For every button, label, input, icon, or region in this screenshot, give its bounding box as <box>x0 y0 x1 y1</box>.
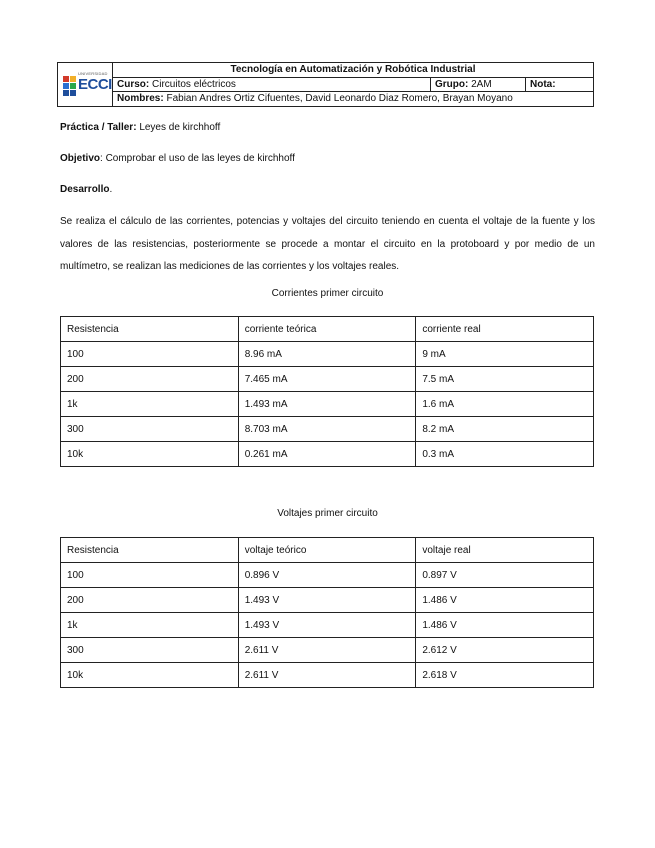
table-cell: 1.486 V <box>416 588 594 613</box>
program-title: Tecnología en Automatización y Robótica Industrial <box>113 63 593 78</box>
logo-text: ECCI <box>78 76 112 93</box>
table-cell: 0.261 mA <box>238 442 416 467</box>
grade-cell <box>526 78 593 92</box>
header-cell: voltaje real <box>416 538 594 563</box>
names-cell <box>113 92 593 106</box>
table-cell: 2.612 V <box>416 638 594 663</box>
names-value: Fabian Andres Ortiz Cifuentes, David Leonardo Diaz Romero, Brayan Moyano <box>166 93 513 104</box>
table-cell: 8.703 mA <box>238 417 416 442</box>
group-value: 2AM <box>471 79 492 90</box>
table-cell: 200 <box>61 588 239 613</box>
table-row <box>61 588 594 613</box>
table-cell: 0.897 V <box>416 563 594 588</box>
objective-value: : Comprobar el uso de las leyes de kirchhoff <box>100 153 295 164</box>
table-cell: 1.493 V <box>238 613 416 638</box>
development-label: Desarrollo <box>60 184 110 195</box>
development-heading <box>60 183 112 197</box>
table-header-row <box>61 538 594 563</box>
table-cell: 1k <box>61 392 239 417</box>
table-cell: 2.611 V <box>238 638 416 663</box>
header-cell: corriente real <box>416 317 594 342</box>
grade-label: Nota: <box>530 79 556 90</box>
table-cell: 0.3 mA <box>416 442 594 467</box>
course-cell <box>113 78 431 92</box>
development-suffix: . <box>109 184 113 195</box>
university-logo <box>58 63 113 106</box>
objective-label: Objetivo <box>60 153 101 164</box>
logo-small-text: UNIVERSIDAD <box>78 71 108 76</box>
table-row <box>61 663 594 688</box>
table-cell: 1.493 V <box>238 588 416 613</box>
header-cell: voltaje teórico <box>238 538 416 563</box>
table-row <box>61 638 594 663</box>
table-cell: 8.2 mA <box>416 417 594 442</box>
table-row <box>61 613 594 638</box>
table-row <box>61 417 594 442</box>
table-header-row <box>61 317 594 342</box>
table-cell: 200 <box>61 367 239 392</box>
names-label: Nombres: <box>117 93 164 104</box>
practice-label: Práctica / Taller: <box>60 122 137 133</box>
table-cell: 100 <box>61 563 239 588</box>
table-cell: 1.493 mA <box>238 392 416 417</box>
group-label: Grupo: <box>435 79 469 90</box>
course-row <box>113 78 593 92</box>
header-cell: Resistencia <box>61 538 239 563</box>
objective-line <box>60 152 295 166</box>
currents-caption: Corrientes primer circuito <box>271 288 384 299</box>
names-row <box>113 92 593 106</box>
table-cell: 300 <box>61 417 239 442</box>
table-cell: 8.96 mA <box>238 342 416 367</box>
table-cell: 10k <box>61 663 239 688</box>
table-cell: 9 mA <box>416 342 594 367</box>
table-cell: 1.6 mA <box>416 392 594 417</box>
table-cell: 7.465 mA <box>238 367 416 392</box>
table-row <box>61 392 594 417</box>
table-cell: 0.896 V <box>238 563 416 588</box>
currents-table <box>60 316 594 467</box>
group-cell <box>431 78 526 92</box>
description-paragraph: Se realiza el cálculo de las corrientes, potencias y voltajes del circuito teniendo en cuenta el voltaje de la fuente y los valores de las resistencias, posteriormente se procede a montar el circuito en la protoboard y por medio de un multímetro, se realizan las mediciones de las corrientes y los voltajes reales. <box>60 216 595 272</box>
table-row <box>61 367 594 392</box>
table-cell: 1.486 V <box>416 613 594 638</box>
course-label: Curso: <box>117 79 150 90</box>
table-cell: 2.611 V <box>238 663 416 688</box>
table-row <box>61 563 594 588</box>
header-cell: corriente teórica <box>238 317 416 342</box>
document-header <box>57 62 594 107</box>
practice-value: Leyes de kirchhoff <box>139 122 221 133</box>
practice-line <box>60 121 220 135</box>
course-value: Circuitos eléctricos <box>152 79 236 90</box>
table-cell: 2.618 V <box>416 663 594 688</box>
header-cell: Resistencia <box>61 317 239 342</box>
voltages-caption: Voltajes primer circuito <box>277 508 378 519</box>
table-row <box>61 442 594 467</box>
table-cell: 1k <box>61 613 239 638</box>
voltages-table <box>60 537 594 688</box>
table-cell: 10k <box>61 442 239 467</box>
table-cell: 7.5 mA <box>416 367 594 392</box>
table-row <box>61 342 594 367</box>
table-cell: 100 <box>61 342 239 367</box>
table-cell: 300 <box>61 638 239 663</box>
